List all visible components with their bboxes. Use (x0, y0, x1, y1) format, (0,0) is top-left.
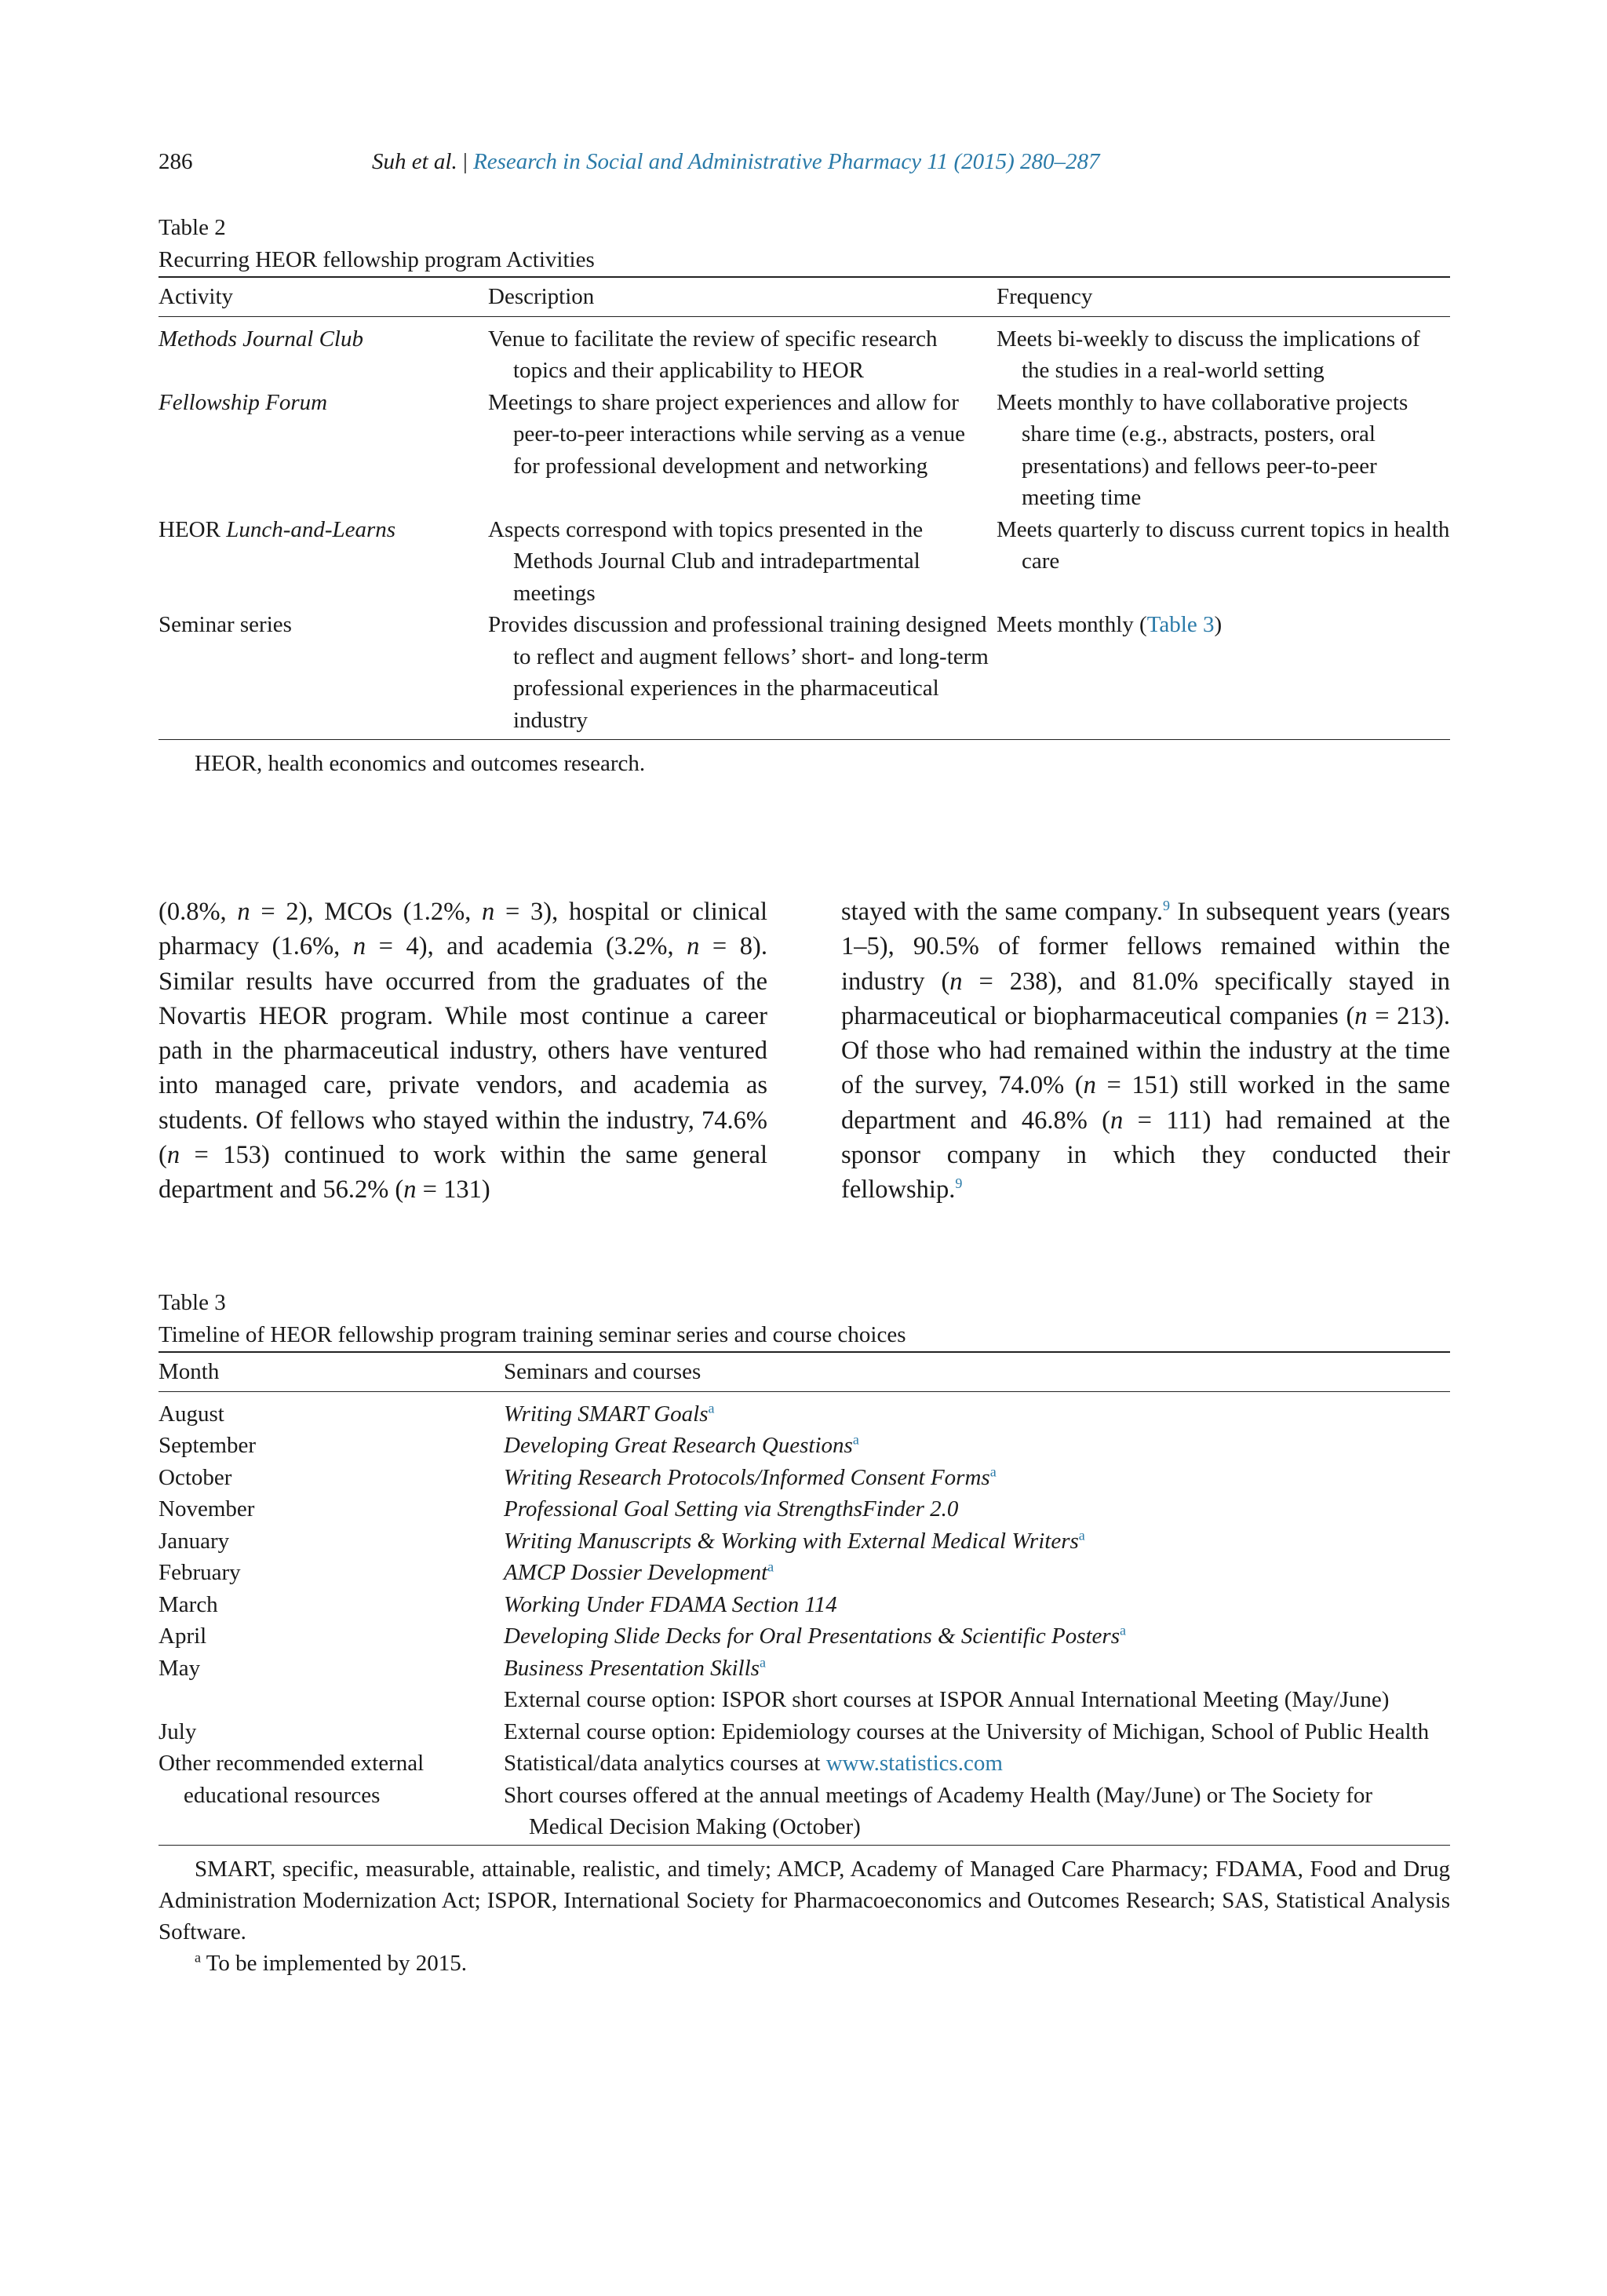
description-cell: Provides discussion and professional training designed to reflect and augment fellows’ short- and long-term professional experiences in the pharmaceutical industry (488, 612, 989, 733)
text-run: = 3), hospital or clinical pharmacy (1.6%, (159, 898, 767, 961)
table-3 (159, 1287, 1450, 1979)
italic-n: n (403, 1175, 417, 1204)
frequency-cell (997, 514, 1450, 610)
course-cell (504, 1557, 1450, 1589)
table-3-note (159, 1948, 1450, 1979)
course-title: Writing SMART Goals (504, 1401, 709, 1427)
italic-n: n (352, 932, 366, 961)
course-cell (504, 1430, 1450, 1462)
table-row (159, 317, 1450, 387)
column-header-seminars: Seminars and courses (504, 1359, 701, 1384)
course-title: Professional Goal Setting via StrengthsFinder 2.0 (504, 1496, 959, 1522)
text-run: = 4), and academia (3.2%, (366, 932, 687, 961)
course-cell (504, 1462, 1450, 1494)
body-column-left (159, 895, 767, 1208)
course-cell (504, 1620, 1450, 1653)
footnote-marker[interactable]: a (989, 1463, 997, 1479)
description-cell: Aspects correspond with topics presented in the Methods Journal Club and intradepartmental meetings (488, 516, 924, 606)
course-title: AMCP Dossier Development (504, 1560, 768, 1585)
activity-cell (159, 317, 488, 387)
table-2-label: Table 2 (159, 215, 226, 240)
month-cell: July (159, 1718, 197, 1744)
activity-cell (159, 387, 488, 514)
month-cell: May (159, 1655, 201, 1681)
italic-n: n (687, 932, 700, 961)
table-row (159, 1557, 1450, 1589)
table-3-link[interactable]: Table 3 (1146, 612, 1215, 637)
text-run: (0.8%, (159, 898, 238, 926)
text-run: = 2), MCOs (1.2%, (250, 898, 483, 926)
month-cell: January (159, 1528, 230, 1554)
frequency-cell (997, 609, 1450, 739)
frequency-cell (997, 387, 1450, 514)
course-cell: External course option: Epidemiology courses at the University of Michigan, School of Public Health (504, 1718, 1430, 1744)
table-3-bottom-rule (159, 1845, 1450, 1846)
month-cell: February (159, 1560, 241, 1585)
text-run: = 111) had remained at the sponsor company in which they conducted their fellowship. (841, 1106, 1450, 1204)
italic-n: n (1083, 1071, 1096, 1100)
text-run: = 131) (416, 1175, 490, 1204)
course-text: Statistical/data analytics courses at (504, 1751, 826, 1776)
table-row (159, 609, 1450, 739)
frequency-tail: ) (1214, 612, 1223, 637)
column-header-frequency: Frequency (997, 284, 1093, 309)
table-row (159, 1462, 1450, 1494)
table-3-footnote: SMART, specific, measurable, attainable, realistic, and timely; AMCP, Academy of Managed Care Pharmacy; FDAMA, Food and Drug Administration Modernization Act; ISPOR, International Society for Pharmacoeconomics and Outcomes Research; SAS, Statistical Analysis Software. (159, 1856, 1450, 1944)
italic-n: n (949, 967, 963, 996)
frequency-text: Meets quarterly to discuss current topics in health care (997, 516, 1450, 574)
text-run: = 8). Similar results have occurred from the graduates of the Novartis HEOR program. While most continue a career path in the pharmaceutical industry, others have ventured into managed care, private vendors, and academia as students. Of fellows who stayed within the industry, 74.6% ( (159, 932, 767, 1170)
table-row (159, 387, 1450, 514)
month-cell: October (159, 1464, 232, 1490)
footnote-marker[interactable]: a (767, 1558, 774, 1575)
text-run: = 153) continued to work within the same general department and 56.2% ( (159, 1141, 767, 1204)
journal-link[interactable]: Research in Social and Administrative Pharmacy 11 (2015) 280–287 (473, 149, 1100, 174)
table-row (159, 1620, 1450, 1653)
table-row (159, 1684, 1450, 1716)
course-cell (504, 1493, 1450, 1525)
course-cell (504, 1589, 1450, 1621)
table-2-title: Recurring HEOR fellowship program Activities (159, 247, 595, 272)
statistics-link[interactable]: www.statistics.com (825, 1751, 1003, 1776)
table-row (159, 1748, 1450, 1780)
course-title: Writing Research Protocols/Informed Consent Forms (504, 1464, 990, 1490)
course-title: Writing Manuscripts & Working with External Medical Writers (504, 1528, 1079, 1554)
month-cell: September (159, 1433, 257, 1458)
month-cell: Other recommended external educational resources (159, 1751, 425, 1808)
activity-text: HEOR (159, 516, 227, 542)
frequency-text: Meets monthly to have collaborative projects share time (e.g., abstracts, posters, oral presentations) and fellows peer-to-peer meeting time (997, 389, 1408, 510)
table-3-label: Table 3 (159, 1290, 226, 1315)
activity-cell (159, 514, 488, 610)
table-2 (159, 212, 1450, 779)
description-cell: Meetings to share project experiences and allow for peer-to-peer interactions while serving as a venue for professional development and networking (488, 389, 965, 479)
footnote-marker[interactable]: a (1120, 1622, 1126, 1638)
column-header-description: Description (488, 284, 595, 309)
frequency-text: Meets monthly ( (997, 612, 1147, 637)
course-cell: Short courses offered at the annual meetings of Academy Health (May/June) or The Society for Medical Decision Making (October) (504, 1782, 1373, 1839)
table-2-footnote: HEOR, health economics and outcomes research. (195, 751, 646, 776)
table-row (159, 1589, 1450, 1621)
month-cell: March (159, 1591, 218, 1617)
table-row (159, 1716, 1450, 1748)
table-row (159, 1392, 1450, 1430)
text-run: In subsequent years (years 1–5), 90.5% of former fellows remained within the industry ( (841, 898, 1450, 996)
table-2-header-row (159, 278, 1450, 316)
table-3-title: Timeline of HEOR fellowship program training seminar series and course choices (159, 1322, 906, 1347)
course-title: Working Under FDAMA Section 114 (504, 1591, 837, 1617)
italic-n: n (482, 898, 495, 926)
text-run: = 213). Of those who had remained within the industry at the time of the survey, 74.0% ( (841, 1001, 1451, 1100)
course-title: Business Presentation Skills (504, 1655, 760, 1681)
note-text: To be implemented by 2015. (201, 1950, 467, 1976)
table-2-bottom-rule (159, 739, 1450, 740)
activity-text: Seminar series (159, 612, 292, 637)
column-header-month: Month (159, 1359, 220, 1384)
course-cell (504, 1392, 1450, 1430)
citation-separator: | (457, 149, 474, 174)
course-cell (504, 1653, 1450, 1685)
column-header-activity: Activity (159, 284, 234, 309)
activity-cell (159, 609, 488, 739)
course-title: Developing Great Research Questions (504, 1433, 853, 1458)
course-cell (504, 1525, 1450, 1558)
course-cell: External course option: ISPOR short courses at ISPOR Annual International Meeting (May/June) (504, 1687, 1390, 1712)
citation (372, 146, 1100, 177)
italic-n: n (237, 898, 250, 926)
table-2-grid (159, 278, 1450, 739)
footnote-marker[interactable]: a (1078, 1526, 1085, 1543)
footnote-marker[interactable]: a (759, 1653, 766, 1670)
italic-n: n (166, 1141, 180, 1170)
text-run: = 151) still worked in the same department and 46.8% ( (841, 1071, 1450, 1135)
course-cell (504, 1748, 1450, 1780)
frequency-cell (997, 317, 1450, 387)
table-row (159, 1525, 1450, 1558)
month-cell: April (159, 1624, 207, 1649)
table-3-header-row (159, 1353, 1450, 1391)
month-cell: November (159, 1496, 255, 1522)
activity-italic: Lunch-and-Learns (226, 516, 396, 542)
italic-n: n (1354, 1001, 1368, 1030)
text-run: = 238), and 81.0% specifically stayed in pharmaceutical or biopharmaceutical companies ( (841, 967, 1450, 1030)
activity-italic: Methods Journal Club (159, 326, 363, 352)
note-marker: a (195, 1948, 201, 1965)
text-run: stayed with the same company. (841, 898, 1163, 926)
description-cell: Venue to facilitate the review of specific research topics and their applicability to HEOR (488, 326, 938, 383)
page-number: 286 (159, 149, 193, 174)
table-row (159, 514, 1450, 610)
course-title: Developing Slide Decks for Oral Presentations & Scientific Posters (504, 1624, 1120, 1649)
body-column-right (841, 895, 1450, 1208)
italic-n: n (1110, 1106, 1124, 1135)
activity-italic: Fellowship Forum (159, 389, 328, 415)
month-cell (159, 1684, 504, 1716)
reference-link[interactable]: 9 (1162, 898, 1170, 914)
table-row (159, 1493, 1450, 1525)
reference-link[interactable]: 9 (955, 1175, 963, 1192)
footnote-marker[interactable]: a (708, 1399, 715, 1416)
month-cell: August (159, 1401, 224, 1427)
table-row (159, 1430, 1450, 1462)
table-row (159, 1653, 1450, 1685)
footnote-marker[interactable]: a (852, 1431, 859, 1448)
frequency-text: Meets bi-weekly to discuss the implications of the studies in a real-world setting (997, 326, 1420, 383)
authors: Suh et al. (372, 149, 457, 174)
table-3-grid (159, 1353, 1450, 1845)
